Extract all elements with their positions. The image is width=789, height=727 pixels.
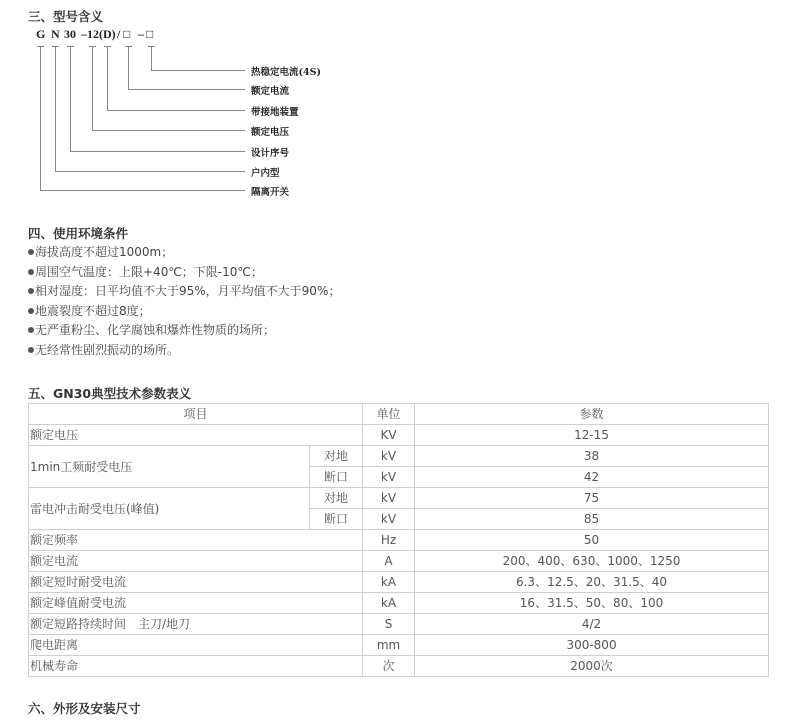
label-rated-current: 额定电流 <box>251 86 290 97</box>
list-item: 相对湿度：日平均值不大于95%，月平均值不大于90%； <box>28 282 340 302</box>
list-item: 地震裂度不超过8度； <box>28 302 340 322</box>
connector-line <box>128 46 129 90</box>
label-design-serial: 设计序号 <box>251 148 290 159</box>
list-item: 无经常性剧烈振动的场所。 <box>28 341 340 361</box>
code-char-dash: – <box>138 27 144 41</box>
label-grounding-device: 带接地装置 <box>251 107 299 118</box>
table-row: 断口 kV 42 <box>29 467 769 488</box>
connector-line <box>55 171 245 172</box>
bullet-icon <box>28 327 34 333</box>
list-item: 海拔高度不超过1000m； <box>28 243 340 263</box>
table-row: 爬电距离 mm 300-800 <box>29 635 769 656</box>
code-char-slash: / <box>117 27 121 41</box>
header-item: 项目 <box>29 404 363 425</box>
table-row: 1min工频耐受电压 对地 kV 38 <box>29 446 769 467</box>
code-box-1: □ <box>123 27 131 41</box>
header-unit: 单位 <box>363 404 415 425</box>
label-rated-voltage: 额定电压 <box>251 127 290 138</box>
connector-line <box>107 110 245 111</box>
connector-line <box>70 46 71 152</box>
list-item: 周围空气温度：上限+40℃；下限-10℃； <box>28 263 340 283</box>
table-row: 机械寿命 次 2000次 <box>29 656 769 677</box>
table-row: 额定峰值耐受电流 kA 16、31.5、50、80、100 <box>29 593 769 614</box>
bullet-icon <box>28 347 34 353</box>
section-title-tech-params: 五、GN30典型技术参数表义 <box>28 386 192 401</box>
table-row: 雷电冲击耐受电压(峰值) 对地 kV 75 <box>29 488 769 509</box>
connector-line <box>92 130 245 131</box>
table-header-row <box>29 404 769 425</box>
bullet-icon <box>28 288 34 294</box>
connector-line <box>40 190 245 191</box>
label-disconnect-switch: 隔离开关 <box>251 187 290 198</box>
section-title-dimensions: 六、外形及安装尺寸 <box>28 701 141 716</box>
header-value: 参数 <box>415 404 769 425</box>
code-char-n: N <box>51 27 60 41</box>
list-item: 无严重粉尘、化学腐蚀和爆炸性物质的场所； <box>28 321 340 341</box>
section-title-environment: 四、使用环境条件 <box>28 226 129 241</box>
code-char-g: G <box>36 27 46 41</box>
connector-line <box>92 46 93 131</box>
label-indoor-type: 户内型 <box>251 168 280 179</box>
code-char-30: 30 <box>64 27 76 41</box>
code-char-d: (D) <box>99 27 116 41</box>
environment-list <box>28 243 340 360</box>
bullet-icon <box>28 308 34 314</box>
table-row: 额定电流 A 200、400、630、1000、1250 <box>29 551 769 572</box>
connector-line <box>128 89 245 90</box>
spec-table <box>28 403 769 677</box>
code-char-12: –12 <box>81 27 99 41</box>
bullet-icon <box>28 269 34 275</box>
table-row: 额定频率 Hz 50 <box>29 530 769 551</box>
connector-line <box>151 46 152 71</box>
connector-line <box>151 70 245 71</box>
code-box-2: □ <box>146 27 154 41</box>
table-row: 额定短时耐受电流 kA 6.3、12.5、20、31.5、40 <box>29 572 769 593</box>
connector-line <box>55 46 56 172</box>
bullet-icon <box>28 249 34 255</box>
label-thermal-current: 热稳定电流(4S) <box>251 67 321 78</box>
connector-line <box>70 151 245 152</box>
connector-line <box>107 46 108 111</box>
table-row: 额定短路持续时间 主刀/地刀 S 4/2 <box>29 614 769 635</box>
section-title-model-meaning: 三、型号含义 <box>28 9 104 24</box>
table-row: 断口 kV 85 <box>29 509 769 530</box>
table-row: 额定电压 KV 12-15 <box>29 425 769 446</box>
connector-line <box>40 46 41 191</box>
